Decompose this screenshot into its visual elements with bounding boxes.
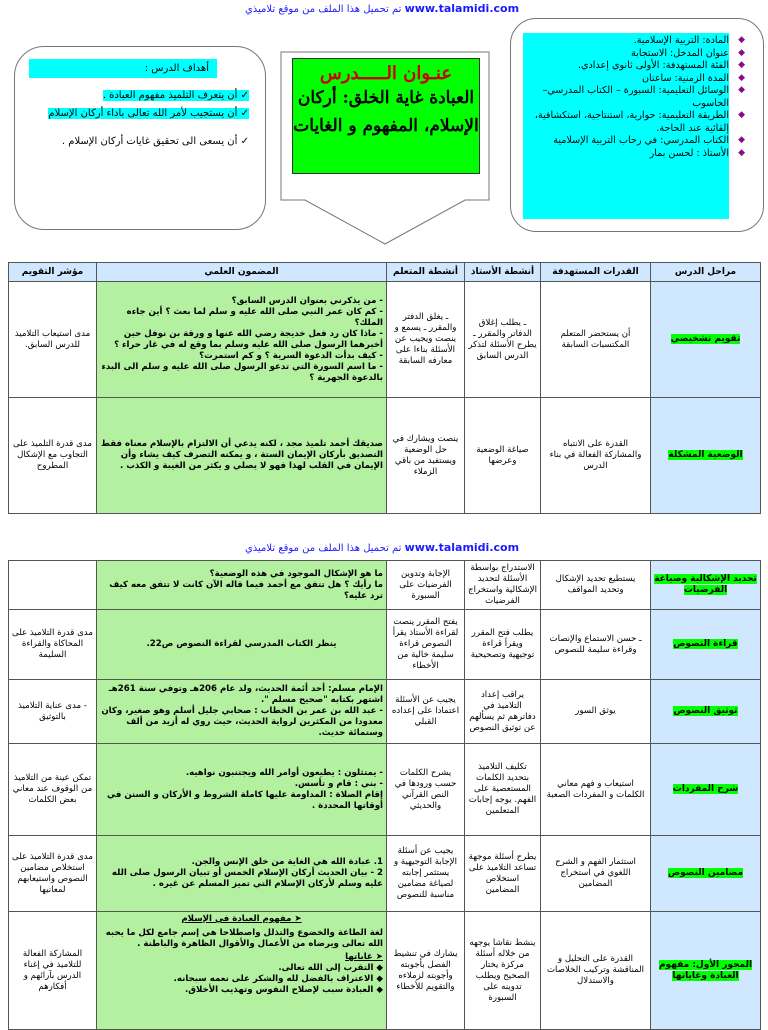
- cell-stage: تقويم تشخيصي: [651, 282, 761, 398]
- download-link-middle[interactable]: [0, 541, 768, 554]
- site-url[interactable]: www.talamidi.com: [404, 2, 520, 15]
- cell-abilities: استثمار الفهم و الشرح اللغوي في استخراج المضامين: [541, 836, 651, 912]
- info-item: ◆ الفئة المستهدفة: الأولى ثانوي إعدادي.: [577, 60, 745, 71]
- info-item: ◆ المادة: التربية الإسلامية.: [633, 35, 745, 46]
- diamond-bullet-icon: ◆: [738, 35, 745, 45]
- cell-abilities: استيعاب و فهم معاني الكلمات و المفردات الصعبة: [541, 744, 651, 836]
- cell-learner: ينصت ويشارك في حل الوضعية ويستفيد من باقي الزملاء: [387, 398, 465, 514]
- table-row: [9, 282, 761, 398]
- cell-teacher: يطرح أسئلة موجهة تساعد التلاميذ على استخلاص المضامين: [465, 836, 541, 912]
- cell-content: ينظر الكتاب المدرسي لقراءة النصوص ص22.: [97, 610, 387, 680]
- cell-abilities: أن يستحضر المتعلم المكتسبات السابقة: [541, 282, 651, 398]
- info-list: [523, 35, 745, 160]
- table-header-row: [9, 263, 761, 282]
- cell-stage: مضامين النصوص: [651, 836, 761, 912]
- content-subheading: ➤ غاياتها: [345, 952, 383, 962]
- cell-learner: يشارك في تنشيط الفصل بأجوبته وأجوبته لزملاءه والتقويم للأخطاء: [387, 912, 465, 1030]
- cell-stage: شرح المفردات: [651, 744, 761, 836]
- col-abilities: القدرات المستهدفة: [541, 263, 651, 282]
- cell-abilities: يوثق السور: [541, 680, 651, 744]
- content-list-item: ◆ العبادة سبب لإصلاح النفوس وتهذيب الأخلاق.: [185, 985, 383, 995]
- lesson-table-part1: [8, 262, 761, 514]
- cell-stage: توثيق النصوص: [651, 680, 761, 744]
- cell-learner: يفتح المقرر ينصت لقراءة الأستاذ يقرأ النصوص قراءة سليمة خالية من الأخطاء: [387, 610, 465, 680]
- diamond-bullet-icon: ◆: [738, 135, 745, 145]
- cell-content: [97, 912, 387, 1030]
- content-heading: ➤ مفهوم العبادة في الإسلام: [181, 914, 302, 924]
- cell-learner: يجيب عن الأسئلة اعتمادا على إعداده القبلي: [387, 680, 465, 744]
- diamond-bullet-icon: ◆: [738, 72, 745, 83]
- cell-teacher: صياغة الوضعية وعرضها: [465, 398, 541, 514]
- diamond-bullet-icon: ◆: [738, 47, 745, 58]
- goal-item: ✓ أن يسعى الى تحقيق غايات أركان الإسلام .: [61, 136, 249, 147]
- download-note: تم تحميل هذا الملف من موقع تلاميذي: [244, 543, 402, 554]
- cell-teacher: يراقب إعداد التلاميذ في دفاترهم ثم يسألهم عن توثيق النصوص: [465, 680, 541, 744]
- cell-content: - يمتثلون : يطيعون أوامر الله ويجتنبون نواهيه. - بني : قام و تأسس. إقام الصلاة : المداومة عليها كاملة الشروط و الأركان و السنن في أوقاتها المحددة .: [97, 744, 387, 836]
- goals-list: [23, 89, 249, 153]
- goal-item: ✓ أن يستجيب لأمر الله تعالى باداء أركان الإسلام: [48, 108, 249, 119]
- cell-teacher: تكليف التلاميذ بتحديد الكلمات المستعصية على الفهم. يوجه إجابات المتعلمين: [465, 744, 541, 836]
- download-note: تم تحميل هذا الملف من موقع تلاميذي: [244, 4, 402, 15]
- diamond-bullet-icon: ◆: [738, 110, 745, 120]
- goals-label: أهداف الدرس :: [29, 59, 217, 78]
- goal-item: ✓ أن يتعرف التلميذ مفهوم العبادة .: [102, 90, 249, 101]
- table-row: [9, 836, 761, 912]
- cell-evaluation: - مدى عناية التلاميذ بالتوثيق: [9, 680, 97, 744]
- cell-evaluation: [9, 561, 97, 610]
- info-item: ◆ عنوان المدخل: الاستجابة: [631, 47, 745, 59]
- cell-learner: ـ يغلق الدفتر والمقرر ـ يسمع و ينصت ويجيب عن الأسئلة بناءا على معارفه السابقة: [387, 282, 465, 398]
- content-definition: لغة الطاعة والخضوع والتذلل واصطلاحا هي إسم جامع لكل ما يحبه الله تعالى ويرضاه من الأعمال والأقوال الظاهرة والباطنة .: [105, 928, 383, 949]
- cell-abilities: يستطيع تحديد الإشكال وتحديد المواقف: [541, 561, 651, 610]
- cell-evaluation: مدى استيعاب التلاميذ للدرس السابق.: [9, 282, 97, 398]
- col-evaluation: مؤشر التقويم: [9, 263, 97, 282]
- cell-content: 1. عبادة الله هي الغاية من خلق الإنس والجن. 2 - بيان الحديث أركان الإسلام الخمس أو تبيان الرسول صلى الله عليه وسلم لأركان الإسلام التي تميز المسلم عن غيره .: [97, 836, 387, 912]
- cell-teacher: ـ يطلب إغلاق الدفاتر والمقرر ـ يطرح الأسئلة لتذكر الدرس السابق: [465, 282, 541, 398]
- cell-evaluation: مدى قدرة التلاميذ على المحاكاة والقراءة السليمة: [9, 610, 97, 680]
- table-row: [9, 610, 761, 680]
- diamond-bullet-icon: ◆: [738, 147, 745, 158]
- download-link-top[interactable]: [0, 2, 768, 15]
- cell-abilities: القدرة على الانتباه والمشاركة الفعالة في بناء الدرس: [541, 398, 651, 514]
- title-heading: عنـوان الـــــدرس: [319, 63, 453, 84]
- table-row: [9, 398, 761, 514]
- col-teacher: أنشطة الأستاذ: [465, 263, 541, 282]
- cell-content: الإمام مسلم: أحد أئمة الحديث، ولد عام 206هـ وتوفي سنة 261هـ اشتهر بكتابه "صحيح مسلم ". - عبد الله بن عمر بن الخطاب : صحابي جليل أسلم وهو صغير، وكان معدودا من المكثرين لرواية الحديث، حيث روي له أزيد من ألف وستمائة حديث.: [97, 680, 387, 744]
- cell-learner: يجيب عن أسئلة الإجابة التوجيهية و يستثمر إجابته لصياغة مضامين مناسبة للنصوص: [387, 836, 465, 912]
- col-content: المضمون العلمي: [97, 263, 387, 282]
- content-list-item: ◆ التقرب إلى الله تعالى.: [278, 963, 383, 973]
- cell-learner: يشرح الكلمات حسب ورودها في النص القرآني والحديثي: [387, 744, 465, 836]
- cell-teacher: يطلب فتح المقرر ويقرأ قراءة توجيهية وتصحيحية: [465, 610, 541, 680]
- site-url[interactable]: www.talamidi.com: [404, 541, 520, 554]
- lesson-goals-box: [14, 46, 266, 230]
- table-row: [9, 561, 761, 610]
- col-learner: أنشطة المتعلم: [387, 263, 465, 282]
- info-item: ◆ الكتاب المدرسي: في رحاب التربية الإسلامية: [553, 135, 745, 146]
- info-item: ◆ الوسائل التعليمية: السبورة – الكتاب المدرسي– الحاسوب: [542, 85, 745, 109]
- table-row: [9, 680, 761, 744]
- info-item: ◆ الأستاذ : لحسن بمار: [649, 147, 745, 159]
- table-row: [9, 912, 761, 1030]
- info-item: ◆ المدة الزمنية: ساعتان: [641, 72, 745, 84]
- cell-content: ما هو الإشكال الموجود في هذه الوضعية؟ ما رأيك ؟ هل تتفق مع أحمد فيما قاله الآن كانت لا تتفق معه كيف ترد عليه؟: [97, 561, 387, 610]
- cell-abilities: ـ حسن الاستماع والإنصات وقراءة سليمة للنصوص: [541, 610, 651, 680]
- lesson-title-box: [292, 58, 480, 174]
- cell-evaluation: المشاركة الفعالة للتلاميذ في إغناء الدرس بآرائهم و أفكارهم: [9, 912, 97, 1030]
- diamond-bullet-icon: ◆: [738, 85, 745, 95]
- cell-evaluation: مدى قدرة التلاميذ على استخلاص مضامين النصوص واستيعابهم لمعانيها: [9, 836, 97, 912]
- cell-teacher: ينشط نقاشا يوجهه من خلاله أسئلة مركزة يختار الصحيح ويطلب تدوينه على السبورة: [465, 912, 541, 1030]
- cell-stage: الوضعية المشكلة: [651, 398, 761, 514]
- cell-content: صديقك أحمد تلميذ مجد ، لكنه يدعي أن الالتزام بالإسلام معناه فقط التصديق بأركان الإيمان الستة ، و يمكنه التصرف كيف يشاء وأن الإيمان في القلب لهذا فهو لا يصلي و يكثر من الغيبة و الكذب .: [97, 398, 387, 514]
- cell-stage: قراءة النصوص: [651, 610, 761, 680]
- cell-stage: المحور الأول: مفهوم العبادة وغاياتها: [651, 912, 761, 1030]
- lesson-table-part2: [8, 560, 761, 1030]
- cell-evaluation: تمكن عينة من التلاميذ من الوقوف عند معاني بعض الكلمات: [9, 744, 97, 836]
- content-list-item: ◆ الاعتراف بالفضل لله والشكر على نعمه سبحانه.: [173, 974, 383, 984]
- cell-content: - من يذكرني بعنوان الدرس السابق؟ - كم كان عمر النبي صلى الله عليه و سلم لما بعث ؟ أين جاءه الملك؟ - ماذا كان رد فعل خديجة رضي الله عنها و ورقة بن نوفل حين أخبرهما الرسول صلى الله عليه وسلم بما وقع له في غار حراء ؟ - كيف بدأت الدعوة السرية ؟ و كم استمرت؟ - ما اسم السورة التي تدعو الرسول صلى الله عليه و سلم الى البدء بالدعوة الجهرية ؟: [97, 282, 387, 398]
- cell-teacher: الاستدراج بواسطة الأسئلة لتحديد الإشكالية واستخراج الفرضيات: [465, 561, 541, 610]
- lesson-title: العبادة غاية الخلق: أركان الإسلام، المفهوم و الغايات: [293, 88, 479, 136]
- info-item: ◆ الطريقة التعليمية: حوارية، استنتاجية، استكشافية، إلقائية عند الحاجة.: [534, 110, 745, 134]
- cell-learner: الإجابة وتدوين الفرضيات على السبورة: [387, 561, 465, 610]
- cell-abilities: القدرة على التحليل و المناقشة وتركيب الخلاصات والاستدلال: [541, 912, 651, 1030]
- cell-stage: تحديد الإشكالية وصياغة الفرضيات: [651, 561, 761, 610]
- col-stage: مراحل الدرس: [651, 263, 761, 282]
- cell-evaluation: مدى قدرة التلميذ على التجاوب مع الإشكال المطروح: [9, 398, 97, 514]
- lesson-info-box: [510, 18, 764, 232]
- diamond-bullet-icon: ◆: [738, 60, 745, 70]
- table-row: [9, 744, 761, 836]
